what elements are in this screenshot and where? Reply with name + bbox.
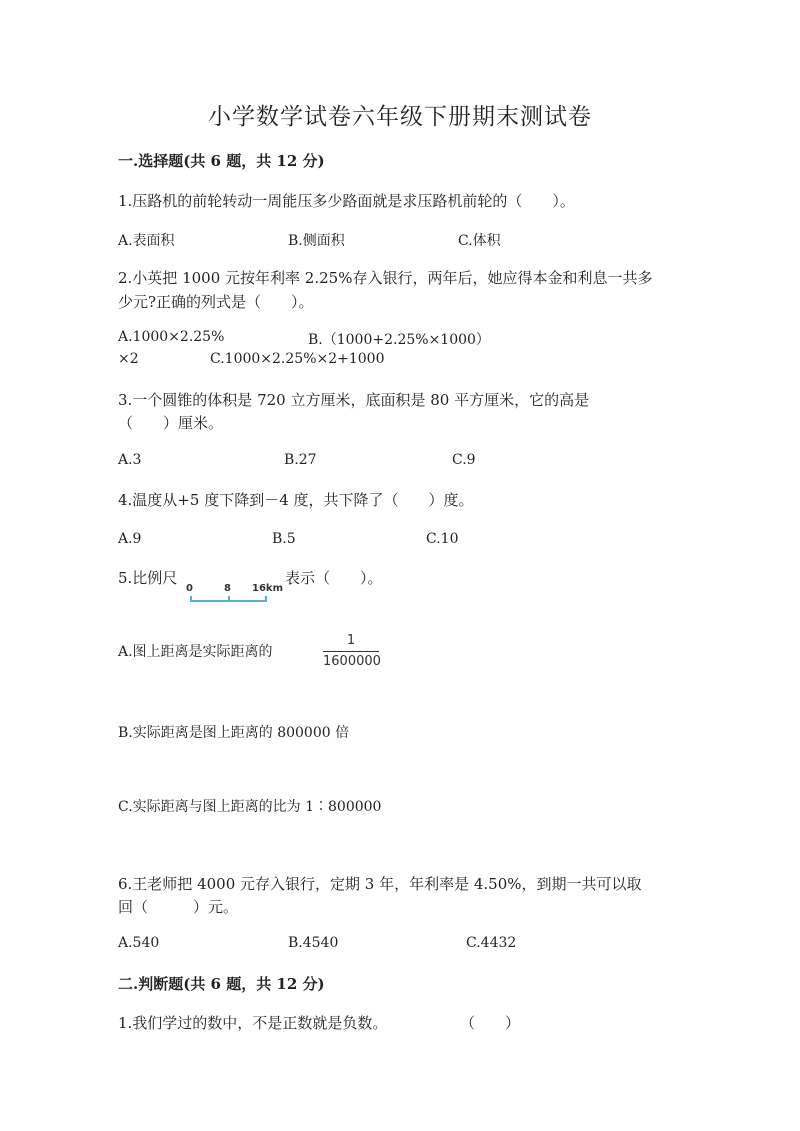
question-3-line-2: （ ）厘米。 [118, 414, 224, 432]
question-5-prefix: 5.比例尺 [118, 569, 178, 587]
fraction-bar [323, 651, 379, 652]
judgment-answer-parentheses[interactable]: （ ） [460, 1014, 521, 1032]
q5-option-c[interactable]: C.实际距离与图上距离的比为 1∶800000 [118, 799, 382, 815]
q4-option-b[interactable]: B.5 [272, 531, 296, 547]
q6-option-a[interactable]: A.540 [118, 935, 160, 951]
q5-option-b[interactable]: B.实际距离是图上距离的 800000 倍 [118, 725, 350, 741]
q3-option-c[interactable]: C.9 [452, 452, 476, 468]
fraction-numerator: 1 [346, 633, 356, 648]
question-6-line-1: 6.王老师把 4000 元存入银行，定期 3 年，年利率是 4.50%，到期一共可以取 [118, 875, 642, 893]
fraction-denominator: 1600000 [323, 654, 381, 669]
judgment-question-1: 1.我们学过的数中，不是正数就是负数。 [118, 1014, 388, 1032]
question-2-line-2: 少元?正确的列式是（ ）。 [118, 293, 314, 311]
question-5-suffix: 表示（ ）。 [285, 569, 383, 587]
question-4: 4.温度从+5 度下降到－4 度，共下降了（ ）度。 [118, 491, 474, 509]
scale-tick-end [265, 596, 267, 602]
q2-option-a[interactable]: A.1000×2.25% [118, 329, 225, 345]
q1-option-c[interactable]: C.体积 [458, 233, 501, 249]
scale-label-16km: 16km [252, 583, 283, 594]
q2-option-c[interactable]: C.1000×2.25%×2+1000 [210, 351, 385, 367]
scale-bar-figure [186, 583, 282, 609]
q2-option-b[interactable]: B.（1000+2.25%×1000） [308, 332, 490, 348]
question-1: 1.压路机的前轮转动一周能压多少路面就是求压路机前轮的（ ）。 [118, 192, 575, 210]
q5-option-a-fraction [323, 633, 379, 670]
q6-option-b[interactable]: B.4540 [288, 935, 339, 951]
q1-option-b[interactable]: B.侧面积 [288, 233, 345, 249]
q4-option-a[interactable]: A.9 [118, 531, 142, 547]
scale-tick-middle [228, 596, 230, 602]
scale-label-8: 8 [224, 583, 231, 594]
q2-option-b-continued: ×2 [118, 351, 139, 367]
q5-option-a[interactable]: A.图上距离是实际距离的 [118, 644, 273, 660]
page-title: 小学数学试卷六年级下册期末测试卷 [208, 104, 592, 130]
q3-option-b[interactable]: B.27 [284, 452, 317, 468]
section-heading-choice: 一.选择题(共 6 题，共 12 分) [118, 152, 325, 170]
question-6-line-2: 回（ ）元。 [118, 898, 239, 916]
question-3-line-1: 3.一个圆锥的体积是 720 立方厘米，底面积是 80 平方厘米，它的高是 [118, 391, 590, 409]
question-2-line-1: 2.小英把 1000 元按年利率 2.25%存入银行，两年后，她应得本金和利息一共多 [118, 269, 653, 287]
q1-option-a[interactable]: A.表面积 [118, 233, 175, 249]
q3-option-a[interactable]: A.3 [118, 452, 142, 468]
scale-label-0: 0 [186, 583, 193, 594]
q4-option-c[interactable]: C.10 [426, 531, 459, 547]
q6-option-c[interactable]: C.4432 [466, 935, 517, 951]
section-heading-judgment: 二.判断题(共 6 题，共 12 分) [118, 975, 325, 993]
scale-tick-start [190, 596, 192, 602]
